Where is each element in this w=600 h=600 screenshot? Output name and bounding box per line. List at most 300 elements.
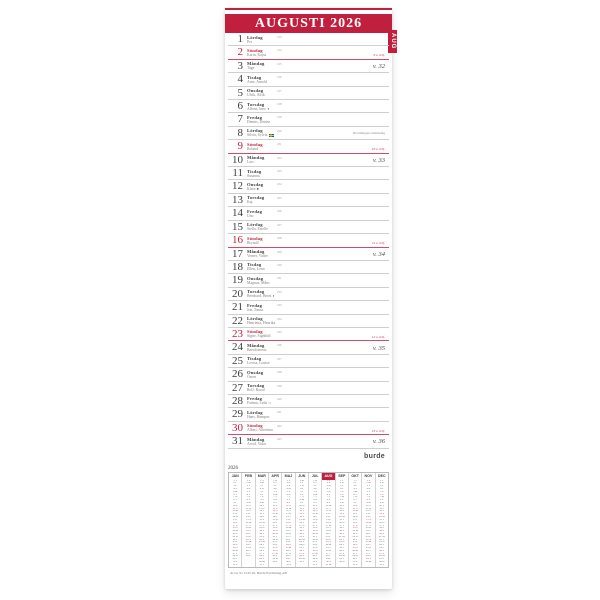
name-days: Albert, Albertina (247, 428, 273, 433)
mini-day-cell: 12 M (232, 510, 238, 513)
mini-day-cell: 4 F (340, 487, 344, 490)
mini-day-cell: 8 T (353, 499, 357, 502)
weekday-name: Tisdag (247, 74, 262, 80)
mini-day-cell: 2 F (233, 482, 237, 485)
mini-day-cell: 7 T (273, 496, 277, 499)
mini-day-cell: 25 F (339, 547, 345, 549)
mini-day-cell: 26 S (312, 549, 318, 552)
mini-day-cell: 29 L (326, 558, 331, 561)
sunday-liturgical-label: 9 e. tref. (373, 53, 385, 58)
mini-day-cell: 17 F (312, 524, 318, 527)
day-row (228, 355, 389, 368)
name-days: Jon, Jonna (247, 307, 264, 312)
mini-month-column (376, 473, 388, 567)
mini-day-cell: 24 T (339, 544, 345, 547)
mini-day-cell: 27 F (259, 552, 265, 555)
day-of-year: 213 (277, 35, 282, 39)
mini-day-cell: 7 L (246, 496, 251, 499)
mini-day-cell: 13 M (272, 513, 278, 516)
mini-day-cell: 7 T (286, 496, 291, 499)
weekday-name: Fredag (247, 396, 263, 402)
mini-day-cell: 19 L (379, 530, 385, 533)
weekday-name: Lördag (247, 316, 263, 322)
day-of-year: 240 (277, 396, 282, 401)
mini-day-cell: 30 T (312, 561, 318, 564)
day-main (247, 356, 270, 365)
mini-day-cell: 23 L (286, 541, 291, 544)
mini-day-cell: 21 T (286, 535, 291, 538)
day-of-year: 219 (277, 115, 282, 120)
mini-day-cell: 5 T (260, 490, 264, 493)
day-of-year: 236 (277, 343, 282, 348)
mini-day-cell: 17 T (366, 524, 371, 527)
weekday-name: Måndag (247, 342, 265, 348)
weekday-name: Torsdag (247, 195, 265, 201)
mini-day-cell: 24 M (325, 544, 332, 547)
mini-month-column (269, 473, 282, 567)
mini-day-cell: 22 T (232, 538, 238, 541)
mini-day-cell: 29 M (299, 558, 305, 561)
mini-day-cell: 20 F (259, 532, 265, 535)
mini-day-cell: 24 L (232, 544, 238, 547)
mini-day-cell: 2 F (353, 482, 357, 485)
mini-day-cell: 26 M (352, 549, 358, 552)
mini-day-cell: 26 T (366, 549, 371, 552)
day-row (228, 140, 389, 153)
day-number: 23 (232, 327, 243, 340)
name-days: Arne, Arnold (247, 79, 268, 84)
mini-day-cell: 16 L (286, 521, 291, 524)
day-of-year: 214 (277, 48, 282, 53)
mini-day-cell: 6 S (380, 493, 384, 496)
day-row (228, 301, 389, 314)
month-title: AUGUSTI 2026 (254, 16, 363, 31)
mini-day-cell: 14 S (299, 516, 305, 519)
mini-day-cell: 20 T (352, 532, 358, 535)
day-number: 29 (232, 408, 243, 421)
day-number: 16 (232, 234, 243, 247)
mini-day-cell: 3 M (326, 485, 331, 488)
mini-month-label: APR (271, 474, 279, 478)
mini-day-cell: 4 L (313, 487, 317, 490)
mini-day-cell: 13 F (246, 513, 251, 516)
mini-day-cell: 19 F (299, 530, 305, 533)
day-row (228, 408, 389, 421)
day-row (228, 33, 389, 46)
name-days: Lovisa, Louise (247, 361, 270, 366)
weekday-name: Onsdag (247, 275, 264, 281)
mini-day-cell: 12 T (366, 510, 371, 513)
mini-month-label: OKT (351, 474, 359, 478)
mini-day-cell: 18 O (259, 527, 265, 530)
mini-day-cell: 19 M (352, 530, 358, 533)
mini-day-cell: 15 F (286, 518, 291, 521)
day-of-year: 227 (277, 222, 282, 227)
mini-day-cell: 26 T (286, 549, 291, 552)
name-days: Ulrik, Alrik (247, 93, 265, 98)
mini-day-cell: 30 M (259, 561, 265, 564)
day-row (228, 395, 389, 408)
name-days: Bartolomeus (247, 347, 267, 352)
mini-day-cell: 20 M (312, 532, 318, 535)
day-row (228, 248, 389, 261)
mini-day-cell: 21 T (272, 535, 278, 538)
day-of-year: 228 (277, 236, 282, 241)
mini-day-cell: 2 M (366, 482, 371, 485)
day-of-year: 224 (277, 182, 282, 187)
day-number: 3 (237, 59, 243, 72)
mini-day-cell: 27 L (299, 552, 305, 555)
mini-day-cell: 13 L (299, 513, 305, 516)
mini-day-cell: 23 S (326, 541, 331, 544)
mini-day-cell: 2 L (286, 482, 291, 485)
day-of-year: 217 (277, 88, 282, 93)
day-main (247, 249, 268, 258)
mini-day-cell: 1 L (326, 479, 331, 482)
day-main (247, 222, 268, 231)
mini-day-cell: 20 S (379, 532, 385, 535)
mini-day-cell: 6 F (366, 493, 371, 496)
mini-day-cell: 27 T (352, 552, 358, 555)
mini-day-cell: 11 O (365, 507, 371, 510)
day-of-year: 233 (277, 303, 282, 308)
mini-day-cell: 26 O (325, 549, 332, 552)
mini-day-cell: 18 L (312, 527, 318, 530)
mini-month-column (349, 473, 362, 567)
mini-day-cell: 6 O (286, 493, 291, 496)
day-number: 5 (237, 86, 243, 99)
mini-day-cell: 24 T (246, 544, 251, 547)
mini-day-cell: 8 O (313, 499, 318, 502)
year-overview-year: 2026 (228, 466, 238, 471)
name-days: Silvia, Sylvia (247, 133, 274, 137)
mini-day-cell: 3 F (313, 485, 317, 488)
mini-day-cell: 22 L (326, 538, 331, 541)
mini-day-cell: 15 T (232, 518, 238, 521)
mini-day-cell: 18 S (232, 527, 238, 530)
mini-day-cell: 14 L (366, 516, 371, 519)
mini-day-cell: 19 S (312, 530, 318, 533)
mini-day-cell: 29 S (259, 558, 265, 561)
day-row (228, 315, 389, 328)
mini-day-cell: 20 F (366, 532, 371, 535)
mini-day-cell: 18 S (352, 527, 358, 530)
mini-day-cell: 20 O (285, 532, 292, 535)
name-days: Alfons, Inez◑ (247, 105, 270, 111)
name-days: Magnus, Måns (247, 280, 270, 285)
mini-day-cell: 13 O (285, 513, 292, 516)
weekday-name: Tisdag (247, 356, 262, 362)
mini-day-cell: 25 S (352, 547, 358, 549)
mini-day-cell: 20 S (339, 532, 345, 535)
mini-day-cell: 9 S (326, 502, 331, 504)
mini-day-cell: 28 S (299, 555, 305, 558)
mini-day-cell: 7 M (339, 496, 344, 499)
day-of-year: 226 (277, 209, 282, 214)
moon-phase-icon: ● (256, 185, 259, 191)
mini-day-cell: 18 T (299, 527, 305, 530)
mini-day-cell: 7 L (366, 496, 371, 499)
mini-day-cell: 25 O (245, 547, 252, 549)
mini-day-cell: 3 T (366, 485, 371, 488)
weekday-name: Fredag (247, 114, 263, 120)
day-row (228, 221, 389, 234)
mini-day-cell: 6 M (273, 493, 278, 496)
mini-month-label: JAN (231, 474, 239, 478)
mini-day-cell: 11 F (339, 507, 345, 510)
day-of-year: 215 (277, 61, 282, 66)
day-of-year: 218 (277, 102, 282, 107)
mini-day-cell: 16 T (272, 521, 278, 524)
day-of-year: 241 (277, 410, 282, 415)
day-main (247, 102, 269, 111)
mini-day-cell: 5 O (326, 490, 331, 493)
name-days: Rolf, Raoul (247, 388, 265, 393)
mini-day-cell: 24 L (352, 544, 358, 547)
day-number: 14 (232, 207, 243, 220)
day-main (247, 383, 265, 392)
mini-day-cell: 20 L (299, 532, 305, 535)
mini-day-cell: 19 T (246, 530, 251, 533)
month-title-banner (225, 14, 392, 33)
day-row (228, 167, 389, 180)
mini-day-cell: 31 T (379, 563, 385, 566)
mini-day-cell: 4 S (353, 487, 357, 490)
mini-day-cell: 23 F (352, 541, 358, 544)
weekday-name: Tisdag (247, 262, 262, 268)
day-row (228, 180, 389, 193)
mini-day-cell: 9 L (286, 502, 291, 504)
weekday-name: Onsdag (247, 369, 264, 375)
mini-day-cell: 9 T (300, 502, 304, 504)
mini-day-cell: 3 T (340, 485, 344, 488)
mini-day-cell: 27 T (232, 552, 238, 555)
mini-day-cell: 13 T (326, 513, 331, 516)
weekday-name: Måndag (247, 61, 265, 67)
day-main (247, 115, 270, 124)
day-number: 31 (232, 435, 243, 448)
weekday-name: Söndag (247, 141, 263, 147)
day-row (228, 73, 389, 86)
mini-day-cell: 29 T (352, 558, 358, 561)
day-main (247, 195, 264, 204)
mini-day-cell: 7 S (300, 496, 304, 499)
mini-day-cell: 29 T (232, 558, 238, 561)
day-main (247, 61, 265, 70)
mini-day-cell: 2 M (259, 482, 264, 485)
day-number: 15 (232, 220, 243, 233)
mini-day-cell: 27 O (285, 552, 292, 555)
mini-day-cell: 19 L (339, 530, 345, 533)
mini-day-cell: 9 M (259, 502, 264, 504)
mini-day-cell: 15 S (366, 518, 371, 521)
mini-day-cell: 2 T (273, 482, 277, 485)
mini-day-cell: 27 M (272, 552, 278, 555)
mini-day-cell: 4 T (326, 487, 331, 490)
mini-day-cell: 23 M (365, 541, 372, 544)
mini-day-cell: 1 T (380, 479, 384, 482)
mini-day-cell: 29 F (286, 558, 291, 561)
mini-day-cell: 1 T (233, 479, 237, 482)
mini-day-cell: 10 F (272, 504, 278, 507)
mini-day-cell: 1 M (299, 479, 304, 482)
day-main (247, 329, 270, 338)
mini-day-cell: 15 M (299, 518, 305, 521)
mini-day-cell: 16 M (259, 521, 265, 524)
day-main (247, 209, 262, 218)
mini-day-cell: 17 M (325, 524, 332, 527)
mini-day-cell: 31 M (325, 563, 332, 566)
mini-day-cell: 7 O (233, 496, 238, 499)
name-days: Fatima, Leila○ (247, 400, 271, 406)
weekday-name: Söndag (247, 329, 263, 335)
mini-day-cell (362, 564, 374, 567)
mini-day-cell: 22 M (299, 538, 305, 541)
mini-day-cell: 24 T (379, 544, 385, 547)
mini-day-cell: 11 S (352, 507, 358, 510)
mini-day-cell: 28 F (326, 555, 331, 558)
day-number: 19 (232, 274, 243, 287)
mini-day-cell: 10 F (312, 504, 318, 507)
mini-day-cell: 13 T (352, 513, 358, 516)
day-number: 26 (232, 368, 243, 381)
mini-day-cell: 14 L (246, 516, 251, 519)
mini-day-cell (336, 564, 348, 567)
mini-day-cell: 6 M (313, 493, 318, 496)
day-main (247, 370, 263, 379)
mini-day-cell: 15 T (352, 518, 358, 521)
mini-month-column (362, 473, 375, 567)
mini-day-cell: 11 L (312, 507, 318, 510)
day-of-year: 220 (277, 128, 282, 133)
day-main (247, 236, 263, 245)
sunday-liturgical-label: 11 e. tref. (371, 241, 385, 245)
mini-day-cell: 4 T (300, 487, 304, 490)
weekday-name: Fredag (247, 302, 263, 308)
mini-day-cell: 6 L (300, 493, 304, 496)
mini-day-cell: 10 T (259, 504, 265, 507)
mini-day-cell: 11 F (379, 507, 385, 510)
mini-day-cell: 11 S (232, 507, 238, 510)
mini-day-cell: 10 T (339, 504, 345, 507)
mini-day-cell: 1 O (313, 479, 318, 482)
mini-day-cell: 16 O (339, 521, 345, 524)
day-number: 22 (232, 314, 243, 327)
mini-day-cell: 29 S (366, 558, 371, 561)
mini-day-cell: 4 O (366, 487, 371, 490)
mini-month-label: JUN (298, 474, 306, 478)
name-days: Östen (247, 374, 256, 379)
mini-day-cell: 9 O (339, 502, 344, 504)
day-number: 10 (232, 153, 243, 166)
name-days: Signe, Signhild (247, 334, 271, 339)
week-number: v. 33 (372, 156, 385, 164)
mini-day-cell: 17 F (272, 524, 278, 527)
mini-day-cell: 1 T (340, 479, 344, 482)
day-number: 11 (232, 167, 243, 180)
mini-day-cell: 17 T (246, 524, 251, 527)
day-row (228, 113, 389, 126)
day-number: 4 (237, 73, 243, 86)
day-number: 12 (232, 180, 243, 193)
mini-day-cell: 6 T (326, 493, 331, 496)
mini-day-cell: 21 M (339, 535, 345, 538)
mini-day-cell: 31 T (259, 563, 265, 566)
mini-day-cell: 1 F (286, 479, 291, 482)
mini-day-cell: 14 L (259, 516, 265, 519)
mini-month-label: SEP (338, 474, 346, 478)
mini-day-cell: 20 F (246, 532, 251, 535)
day-number: 20 (232, 287, 243, 300)
mini-day-cell: 20 M (272, 532, 278, 535)
weekday-name: Söndag (247, 47, 263, 53)
mini-day-cell (296, 564, 308, 567)
mini-day-cell: 31 L (232, 563, 238, 566)
mini-day-cell: 19 S (272, 530, 278, 533)
top-red-line (225, 8, 392, 10)
mini-day-cell: 17 L (232, 524, 238, 527)
mini-day-cell: 26 T (246, 549, 251, 552)
weekday-name: Tisdag (247, 168, 262, 174)
mini-day-cell: 25 T (326, 547, 331, 549)
mini-day-cell: 16 T (312, 521, 318, 524)
name-days: Karin, Kajsa (247, 52, 267, 57)
mini-day-cell: 7 F (326, 496, 331, 499)
day-row (228, 87, 389, 100)
name-days: Klara● (247, 185, 259, 191)
weekday-name: Lördag (247, 34, 263, 40)
mini-day-cell: 27 M (312, 552, 318, 555)
mini-day-cell: 25 S (232, 547, 238, 549)
name-days: Ellen, Lena (247, 267, 265, 272)
mini-day-cell: 9 M (366, 502, 371, 504)
name-days: Dennis, Denise (247, 119, 271, 124)
day-row (228, 100, 389, 113)
sunday-liturgical-label: 13 e. tref. (371, 428, 385, 433)
day-row (228, 382, 389, 395)
mini-day-cell: 15 T (339, 518, 345, 521)
mini-day-cell: 7 O (353, 496, 358, 499)
day-main (247, 437, 266, 446)
mini-day-cell: 2 O (379, 482, 384, 485)
mini-day-cell: 22 T (339, 538, 345, 541)
day-main (247, 182, 263, 191)
mini-day-cell: 29 O (272, 558, 278, 561)
mini-day-cell: 22 S (246, 538, 251, 541)
mini-day-cell: 22 O (312, 538, 318, 541)
mini-day-cell: 4 O (259, 487, 264, 490)
mini-day-cell: 3 T (380, 485, 384, 488)
mini-day-cell: 3 S (286, 485, 291, 488)
mini-day-cell: 5 L (340, 490, 344, 493)
mini-day-cell: 17 T (339, 524, 345, 527)
name-days: Stella, Estelle (247, 227, 268, 232)
mini-day-cell: 14 O (352, 516, 358, 519)
mini-day-cell: 27 F (246, 552, 251, 555)
mini-day-cell: 21 S (299, 535, 305, 538)
mini-day-cell: 14 T (286, 516, 291, 519)
mini-day-cell: 16 M (365, 521, 372, 524)
mini-day-cell: 21 L (366, 535, 371, 538)
mini-day-cell: 11 O (259, 507, 265, 510)
mini-month-column (322, 473, 335, 567)
mini-day-cell: 10 S (286, 504, 291, 507)
day-of-year: 235 (277, 329, 282, 334)
mini-day-cell: 28 T (272, 555, 278, 558)
mini-day-cell: 21 L (246, 535, 251, 538)
mini-day-cell: 27 S (339, 552, 345, 555)
mini-day-cell: 16 F (352, 521, 358, 524)
